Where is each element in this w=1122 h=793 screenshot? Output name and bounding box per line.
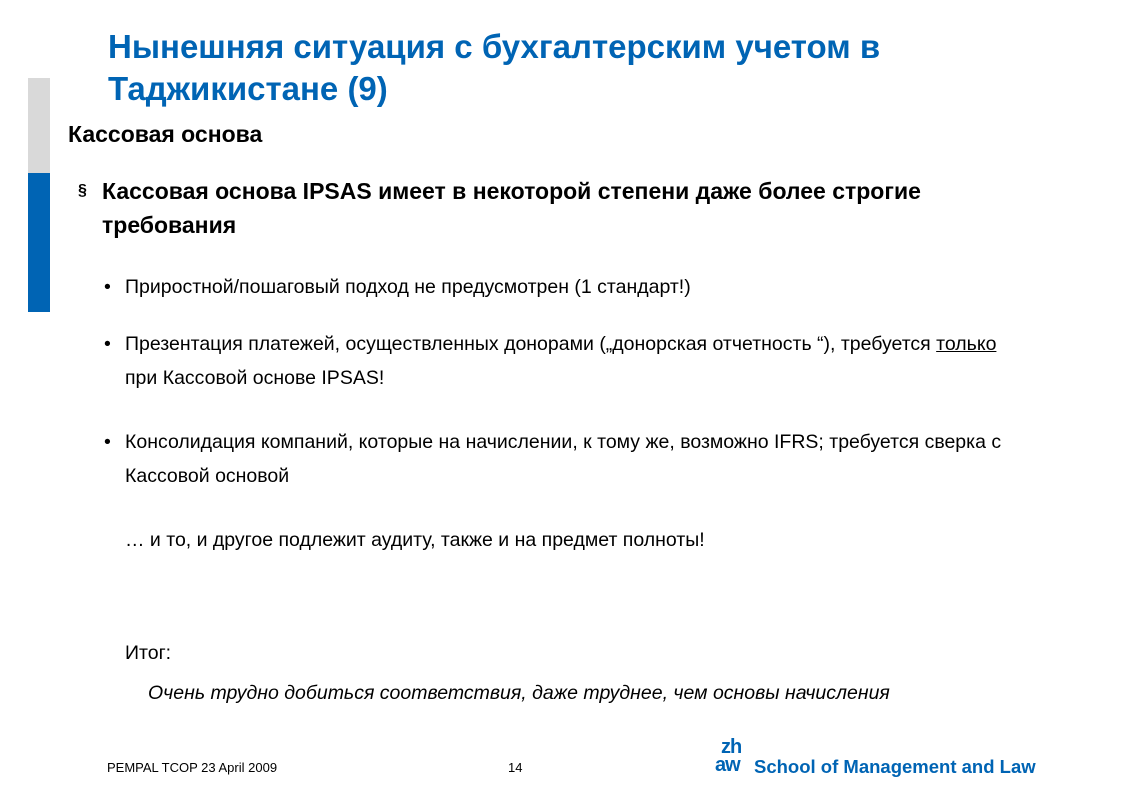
page-number: 14 — [508, 760, 523, 775]
footer-event-text: PEMPAL TCOP 23 April 2009 — [107, 760, 278, 775]
sub-bullet-text-part: при Кассовой основе IPSAS! — [125, 367, 385, 389]
slide-title: Нынешняя ситуация с бухгалтерским учетом в Таджикистане (9) — [108, 28, 881, 107]
decorative-blue-bar — [28, 173, 50, 312]
section-marker-icon: § — [78, 182, 87, 199]
conclusion-label: Итог: — [125, 642, 172, 664]
bullet-dot-icon: • — [104, 333, 111, 355]
sub-bullet-text — [104, 327, 1004, 395]
main-bullet-point — [72, 174, 1002, 242]
decorative-grey-bar — [28, 78, 50, 173]
sub-bullet-text-part: Презентация платежей, осуществленных донорами („донорская отчетность “), требуется — [125, 333, 937, 355]
logo-school-name: School of Management and Law — [754, 756, 1036, 777]
underlined-emphasis: только — [936, 333, 997, 355]
sub-bullet-text: Приростной/пошаговый подход не предусмотрен (1 стандарт!) — [125, 276, 691, 298]
audit-note: … и то, и другое подлежит аудиту, также и на предмет полноты! — [125, 529, 705, 551]
sub-bullet-point — [104, 327, 1004, 395]
slide-subtitle: Кассовая основа — [68, 121, 263, 147]
sub-bullet-point — [104, 270, 1004, 304]
conclusion-text: Очень трудно добиться соответствия, даже труднее, чем основы начисления — [148, 682, 890, 704]
sub-bullet-point — [104, 425, 1004, 493]
main-bullet-text: Кассовая основа IPSAS имеет в некоторой степени даже более строгие требования — [102, 178, 921, 238]
sub-bullet-text: Консолидация компаний, которые на начислении, к тому же, возможно IFRS; требуется сверка с Кассовой основой — [125, 431, 1002, 487]
bullet-dot-icon: • — [104, 276, 111, 298]
logo-mark-top: zh — [721, 736, 742, 758]
logo-mark-bottom: aw — [715, 754, 740, 776]
bullet-dot-icon: • — [104, 431, 111, 453]
zhaw-logo — [715, 738, 1050, 778]
